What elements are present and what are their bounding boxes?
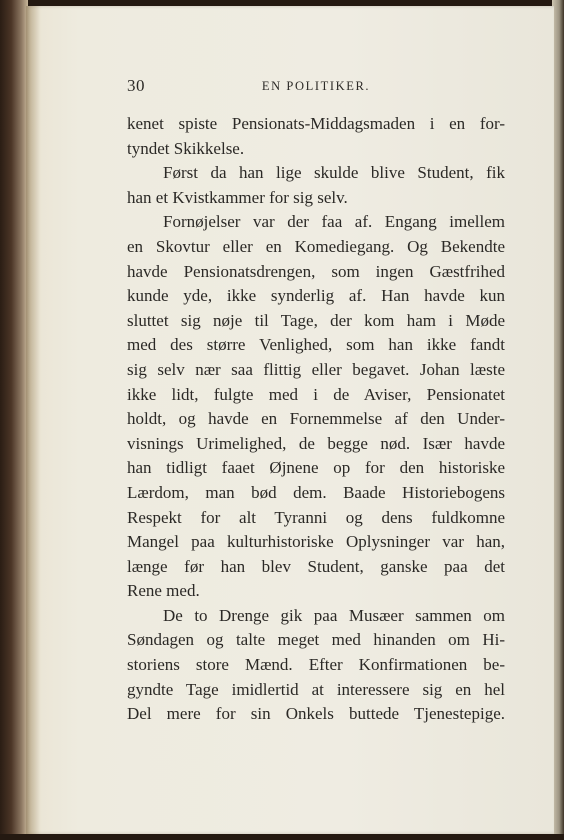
text-line: ikke lidt, fulgte med i de Aviser, Pensionatet: [127, 384, 505, 404]
book-cover-bottom-edge: [0, 834, 564, 840]
text-line: kunde yde, ikke synderlig af. Han havde kun: [127, 286, 505, 306]
text-line: holdt, og havde en Fornemmelse af den Under-: [127, 409, 505, 429]
text-line: længe før han blev Student, ganske paa det: [127, 556, 505, 576]
text-line: Rene med.: [127, 581, 200, 601]
running-head: EN POLITIKER.: [261, 79, 371, 93]
text-line: med des større Venlighed, som han ikke fandt: [127, 335, 505, 355]
text-line: Respekt for alt Tyranni og dens fuldkomne: [127, 507, 505, 527]
text-line: Mangel paa kulturhistoriske Oplysninger var han,: [127, 532, 505, 552]
text-line: havde Pensionatsdrengen, som ingen Gæstfrihed: [127, 261, 505, 281]
book-binding-left: [0, 0, 28, 840]
page-header: [127, 76, 505, 98]
text-line: visnings Urimelighed, de begge nød. Især havde: [127, 433, 505, 453]
text-line: sluttet sig nøje til Tage, der kom ham i Møde: [127, 310, 505, 330]
text-line: han tidligt faaet Øjnene op for den historiske: [127, 458, 505, 478]
text-line: Først da han lige skulde blive Student, fik: [163, 163, 505, 183]
text-line: gyndte Tage imidlertid at interessere sig en hel: [127, 679, 505, 699]
text-line: en Skovtur eller en Komediegang. Og Bekendte: [127, 236, 505, 256]
text-line: storiens store Mænd. Efter Konfirmationen be-: [127, 655, 505, 675]
text-line: Lærdom, man bød dem. Baade Historiebogens: [127, 482, 505, 502]
text-line: Fornøjelser var der faa af. Engang imellem: [163, 212, 505, 232]
text-line: han et Kvistkammer for sig selv.: [127, 187, 348, 207]
page-number: 30: [127, 76, 145, 95]
text-line: De to Drenge gik paa Musæer sammen om: [163, 605, 505, 625]
text-line: sig selv nær saa flittig eller begavet. Johan læste: [127, 359, 505, 379]
page-gutter-shadow: [26, 6, 40, 834]
text-line: tyndet Skikkelse.: [127, 138, 245, 158]
text-line: kenet spiste Pensionats-Middagsmaden i en for-: [127, 114, 505, 133]
text-line: Søndagen og talte meget med hinanden om Hi-: [127, 630, 505, 650]
text-line: Del mere for sin Onkels buttede Tjenestepige.: [127, 704, 505, 724]
body-text: [127, 112, 505, 727]
